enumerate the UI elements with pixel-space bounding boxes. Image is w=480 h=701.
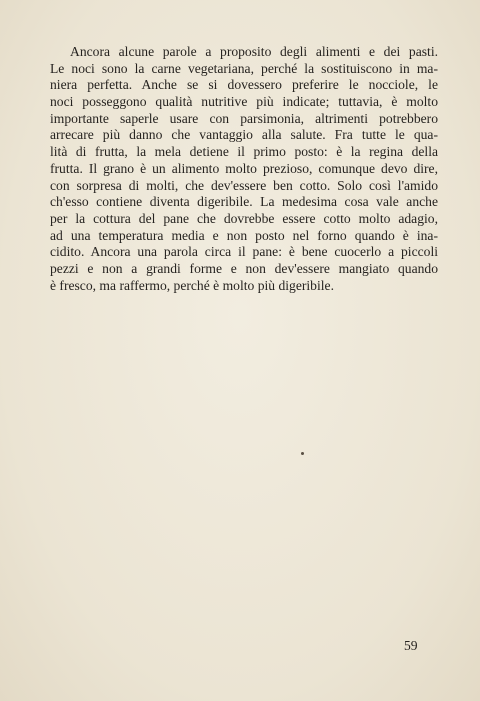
- text-line: pezzi e non a grandi forme e non dev'essere mangiato quando: [50, 260, 438, 276]
- text-line: ad una temperatura media e non posto nel forno quando è ina-: [50, 227, 438, 243]
- body-paragraph: [50, 44, 438, 294]
- paper-speck: [301, 452, 304, 455]
- text-line: ch'esso contiene diventa digeribile. La medesima cosa vale anche: [50, 194, 438, 210]
- text-line: arrecare più danno che vantaggio alla salute. Fra tutte le qua-: [50, 127, 438, 143]
- text-line: con sorpresa di molti, che dev'essere ben cotto. Solo così l'amido: [50, 177, 438, 193]
- text-line: cidito. Ancora una parola circa il pane: è bene cuocerlo a piccoli: [50, 244, 438, 260]
- text-line: noci posseggono qualità nutritive più indicate; tuttavia, è molto: [50, 94, 438, 110]
- text-line: importante saperle usare con parsimonia, altrimenti potrebbero: [50, 110, 438, 126]
- text-line: per la cottura del pane che dovrebbe essere cotto molto adagio,: [50, 210, 438, 226]
- text-line: frutta. Il grano è un alimento molto prezioso, comunque devo dire,: [50, 160, 438, 176]
- text-line: lità di frutta, la mela detiene il primo posto: è la regina della: [50, 144, 438, 160]
- text-line: è fresco, ma raffermo, perché è molto più digeribile.: [50, 277, 334, 293]
- text-line: Ancora alcune parole a proposito degli alimenti e dei pasti.: [70, 44, 438, 59]
- text-line: Le noci sono la carne vegetariana, perché la sostituiscono in ma-: [50, 60, 438, 76]
- text-line: niera perfetta. Anche se si dovessero preferire le nocciole, le: [50, 77, 438, 93]
- page-number: 59: [404, 638, 418, 653]
